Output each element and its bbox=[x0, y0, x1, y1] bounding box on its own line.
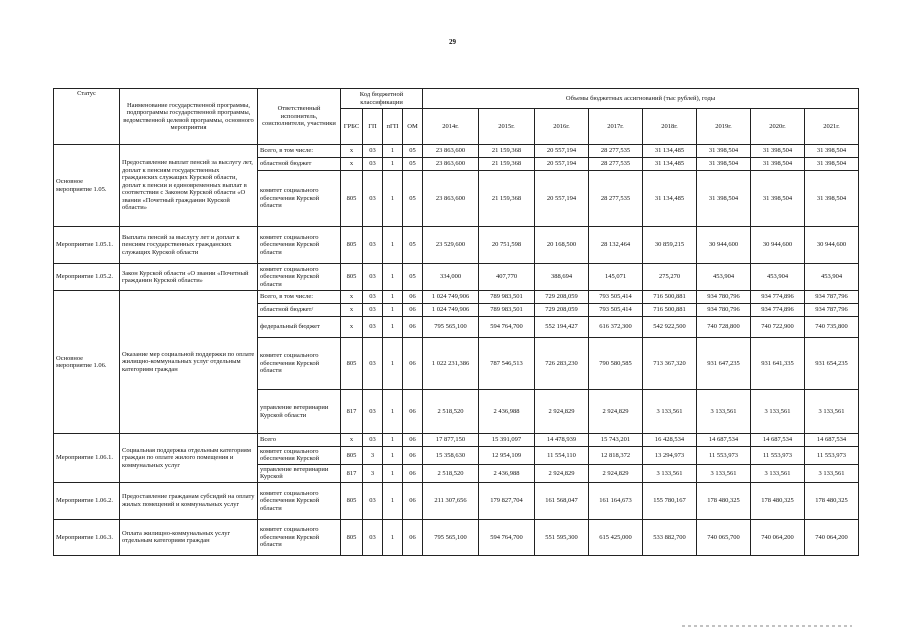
value-cell: 2 436,988 bbox=[479, 464, 535, 482]
value-cell: 11 554,110 bbox=[535, 447, 589, 465]
value-cell: 542 922,500 bbox=[643, 317, 697, 338]
gp-cell: 03 bbox=[363, 145, 383, 158]
executor-cell: комитет социального обеспечения Курской области bbox=[258, 519, 341, 555]
gp-cell: 03 bbox=[363, 434, 383, 447]
value-cell: 3 133,561 bbox=[697, 390, 751, 434]
executor-cell: комитет социального обеспечения Курской области bbox=[258, 338, 341, 390]
table-row bbox=[54, 145, 859, 158]
gp-cell: 03 bbox=[363, 519, 383, 555]
value-cell: 12 954,109 bbox=[479, 447, 535, 465]
value-cell: 178 480,325 bbox=[805, 482, 859, 519]
gp-cell: 03 bbox=[363, 291, 383, 304]
value-cell: 31 398,504 bbox=[697, 171, 751, 227]
name-cell: Выплата пенсий за выслугу лет и доплат к пенсиям государственных гражданских служащих Курской области bbox=[120, 227, 258, 264]
status-cell: Основное мероприятие 1.05. bbox=[54, 145, 120, 227]
gp-cell: 03 bbox=[363, 171, 383, 227]
value-cell: 934 787,796 bbox=[805, 291, 859, 304]
value-cell: 740 722,900 bbox=[751, 317, 805, 338]
executor-cell: Всего, в том числе: bbox=[258, 145, 341, 158]
pgp-cell: 1 bbox=[383, 291, 403, 304]
grbs-cell: x bbox=[341, 158, 363, 171]
status-cell: Мероприятие 1.06.2. bbox=[54, 482, 120, 519]
header-code-group: Код бюджетной классификации bbox=[341, 89, 423, 109]
value-cell: 453,904 bbox=[805, 264, 859, 291]
executor-cell: комитет социального обеспечения Курской bbox=[258, 447, 341, 465]
gp-cell: 03 bbox=[363, 158, 383, 171]
value-cell: 2 924,829 bbox=[589, 390, 643, 434]
gp-cell: 03 bbox=[363, 317, 383, 338]
grbs-cell: 805 bbox=[341, 482, 363, 519]
executor-cell: федеральный бюджет bbox=[258, 317, 341, 338]
om-cell: 05 bbox=[403, 145, 423, 158]
table-row bbox=[54, 291, 859, 304]
value-cell: 1 024 749,906 bbox=[423, 304, 479, 317]
pgp-cell: 1 bbox=[383, 464, 403, 482]
om-cell: 06 bbox=[403, 519, 423, 555]
status-cell: Мероприятие 1.05.2. bbox=[54, 264, 120, 291]
value-cell: 931 654,235 bbox=[805, 338, 859, 390]
om-cell: 06 bbox=[403, 317, 423, 338]
gp-cell: 03 bbox=[363, 482, 383, 519]
pgp-cell: 1 bbox=[383, 338, 403, 390]
value-cell: 15 743,201 bbox=[589, 434, 643, 447]
value-cell: 31 398,504 bbox=[805, 171, 859, 227]
header-pgp: пГП bbox=[383, 109, 403, 145]
executor-cell: комитет социального обеспечения Курской области bbox=[258, 264, 341, 291]
gp-cell: 03 bbox=[363, 227, 383, 264]
grbs-cell: 805 bbox=[341, 447, 363, 465]
executor-cell: областной бюджет bbox=[258, 158, 341, 171]
header-volumes: Объемы бюджетных ассигнований (тыс рублей), годы bbox=[423, 89, 859, 109]
value-cell: 14 478,939 bbox=[535, 434, 589, 447]
value-cell: 11 553,973 bbox=[751, 447, 805, 465]
value-cell: 14 687,534 bbox=[805, 434, 859, 447]
executor-cell: управление ветеринарии Курской области bbox=[258, 390, 341, 434]
value-cell: 15 391,097 bbox=[479, 434, 535, 447]
value-cell: 716 500,881 bbox=[643, 291, 697, 304]
grbs-cell: x bbox=[341, 145, 363, 158]
name-cell: Предоставление гражданам субсидий на оплату жилых помещений и коммунальных услуг bbox=[120, 482, 258, 519]
grbs-cell: x bbox=[341, 317, 363, 338]
value-cell: 740 064,200 bbox=[751, 519, 805, 555]
value-cell: 31 134,485 bbox=[643, 145, 697, 158]
value-cell: 12 818,372 bbox=[589, 447, 643, 465]
value-cell: 31 398,504 bbox=[805, 158, 859, 171]
value-cell: 28 277,535 bbox=[589, 145, 643, 158]
value-cell: 21 159,368 bbox=[479, 145, 535, 158]
header-year: 2017г. bbox=[589, 109, 643, 145]
value-cell: 795 565,100 bbox=[423, 519, 479, 555]
value-cell: 3 133,561 bbox=[751, 390, 805, 434]
name-cell: Социальная поддержка отдельным категориям граждан по оплате жилого помещения и коммунальных услуг bbox=[120, 434, 258, 483]
executor-cell: Всего, в том числе: bbox=[258, 291, 341, 304]
status-cell: Мероприятие 1.06.3. bbox=[54, 519, 120, 555]
grbs-cell: 805 bbox=[341, 227, 363, 264]
table-body bbox=[54, 145, 859, 556]
value-cell: 594 764,700 bbox=[479, 519, 535, 555]
om-cell: 06 bbox=[403, 482, 423, 519]
table-row bbox=[54, 227, 859, 264]
gp-cell: 03 bbox=[363, 304, 383, 317]
value-cell: 793 505,414 bbox=[589, 291, 643, 304]
value-cell: 275,270 bbox=[643, 264, 697, 291]
value-cell: 594 764,700 bbox=[479, 317, 535, 338]
value-cell: 2 518,520 bbox=[423, 464, 479, 482]
pgp-cell: 1 bbox=[383, 447, 403, 465]
table-row bbox=[54, 482, 859, 519]
om-cell: 06 bbox=[403, 447, 423, 465]
om-cell: 06 bbox=[403, 291, 423, 304]
value-cell: 2 436,988 bbox=[479, 390, 535, 434]
value-cell: 934 787,796 bbox=[805, 304, 859, 317]
value-cell: 23 863,600 bbox=[423, 145, 479, 158]
grbs-cell: 805 bbox=[341, 264, 363, 291]
value-cell: 14 687,534 bbox=[697, 434, 751, 447]
value-cell: 20 557,194 bbox=[535, 145, 589, 158]
pgp-cell: 1 bbox=[383, 158, 403, 171]
value-cell: 3 133,561 bbox=[697, 464, 751, 482]
value-cell: 934 774,896 bbox=[751, 304, 805, 317]
value-cell: 3 133,561 bbox=[751, 464, 805, 482]
value-cell: 740 735,800 bbox=[805, 317, 859, 338]
pgp-cell: 1 bbox=[383, 304, 403, 317]
value-cell: 145,071 bbox=[589, 264, 643, 291]
value-cell: 931 647,235 bbox=[697, 338, 751, 390]
name-cell: Оплата жилищно-коммунальных услуг отдельным категориям граждан bbox=[120, 519, 258, 555]
value-cell: 31 134,485 bbox=[643, 171, 697, 227]
value-cell: 453,904 bbox=[751, 264, 805, 291]
value-cell: 3 133,561 bbox=[643, 464, 697, 482]
name-cell: Оказание мер социальной поддержки по оплате жилищно-коммунальных услуг отдельным категориям граждан bbox=[120, 291, 258, 434]
gp-cell: 03 bbox=[363, 264, 383, 291]
value-cell: 21 159,368 bbox=[479, 158, 535, 171]
value-cell: 3 133,561 bbox=[805, 464, 859, 482]
grbs-cell: x bbox=[341, 434, 363, 447]
executor-cell: комитет социального обеспечения Курской области bbox=[258, 227, 341, 264]
value-cell: 533 882,700 bbox=[643, 519, 697, 555]
header-year: 2015г. bbox=[479, 109, 535, 145]
value-cell: 740 064,200 bbox=[805, 519, 859, 555]
header-executor: Ответственный исполнитель, соисполнители, участники bbox=[258, 89, 341, 145]
value-cell: 28 132,464 bbox=[589, 227, 643, 264]
value-cell: 20 168,500 bbox=[535, 227, 589, 264]
header-status: Статус bbox=[54, 89, 120, 145]
executor-cell: комитет социального обеспечения Курской области bbox=[258, 482, 341, 519]
header-year: 2019г. bbox=[697, 109, 751, 145]
pgp-cell: 1 bbox=[383, 390, 403, 434]
om-cell: 06 bbox=[403, 434, 423, 447]
value-cell: 20 557,194 bbox=[535, 158, 589, 171]
pgp-cell: 1 bbox=[383, 519, 403, 555]
value-cell: 2 924,829 bbox=[535, 464, 589, 482]
value-cell: 11 553,973 bbox=[805, 447, 859, 465]
value-cell: 934 780,796 bbox=[697, 304, 751, 317]
gp-cell: 3 bbox=[363, 464, 383, 482]
value-cell: 616 372,300 bbox=[589, 317, 643, 338]
value-cell: 716 500,881 bbox=[643, 304, 697, 317]
value-cell: 31 398,504 bbox=[805, 145, 859, 158]
value-cell: 15 358,630 bbox=[423, 447, 479, 465]
value-cell: 551 595,300 bbox=[535, 519, 589, 555]
header-row-1 bbox=[54, 89, 859, 109]
page-number: 29 bbox=[449, 38, 456, 46]
pgp-cell: 1 bbox=[383, 227, 403, 264]
value-cell: 334,000 bbox=[423, 264, 479, 291]
name-cell: Предоставление выплат пенсий за выслугу лет, доплат к пенсиям государственных гражданских служащих Курской области, доплат к пенсии и единовременных выплат в соответствии с Законом Курской области «О звании «Почетный гражданин Курской области» bbox=[120, 145, 258, 227]
grbs-cell: x bbox=[341, 291, 363, 304]
value-cell: 11 553,973 bbox=[697, 447, 751, 465]
value-cell: 30 944,600 bbox=[697, 227, 751, 264]
executor-cell: управление ветеринарии Курской bbox=[258, 464, 341, 482]
om-cell: 06 bbox=[403, 338, 423, 390]
value-cell: 793 505,414 bbox=[589, 304, 643, 317]
value-cell: 28 277,535 bbox=[589, 171, 643, 227]
value-cell: 789 983,501 bbox=[479, 291, 535, 304]
value-cell: 161 164,673 bbox=[589, 482, 643, 519]
grbs-cell: 817 bbox=[341, 390, 363, 434]
value-cell: 20 751,598 bbox=[479, 227, 535, 264]
value-cell: 2 518,520 bbox=[423, 390, 479, 434]
om-cell: 06 bbox=[403, 464, 423, 482]
value-cell: 28 277,535 bbox=[589, 158, 643, 171]
value-cell: 30 859,215 bbox=[643, 227, 697, 264]
value-cell: 155 780,167 bbox=[643, 482, 697, 519]
name-cell: Закон Курской области «О звании «Почетный гражданин Курской области» bbox=[120, 264, 258, 291]
value-cell: 787 546,513 bbox=[479, 338, 535, 390]
grbs-cell: 805 bbox=[341, 338, 363, 390]
header-year: 2021г. bbox=[805, 109, 859, 145]
value-cell: 453,904 bbox=[697, 264, 751, 291]
value-cell: 30 944,600 bbox=[751, 227, 805, 264]
grbs-cell: 805 bbox=[341, 171, 363, 227]
value-cell: 16 428,534 bbox=[643, 434, 697, 447]
gp-cell: 03 bbox=[363, 338, 383, 390]
value-cell: 31 398,504 bbox=[697, 158, 751, 171]
table-row bbox=[54, 434, 859, 447]
pgp-cell: 1 bbox=[383, 482, 403, 519]
value-cell: 729 208,059 bbox=[535, 291, 589, 304]
executor-cell: областной бюджет/ bbox=[258, 304, 341, 317]
status-cell: Мероприятие 1.06.1. bbox=[54, 434, 120, 483]
table-row bbox=[54, 519, 859, 555]
status-cell: Мероприятие 1.05.1. bbox=[54, 227, 120, 264]
value-cell: 211 307,656 bbox=[423, 482, 479, 519]
grbs-cell: 805 bbox=[341, 519, 363, 555]
value-cell: 31 134,485 bbox=[643, 158, 697, 171]
value-cell: 3 133,561 bbox=[643, 390, 697, 434]
value-cell: 17 877,150 bbox=[423, 434, 479, 447]
grbs-cell: 817 bbox=[341, 464, 363, 482]
pgp-cell: 1 bbox=[383, 264, 403, 291]
pgp-cell: 1 bbox=[383, 317, 403, 338]
header-year: 2020г. bbox=[751, 109, 805, 145]
value-cell: 552 194,427 bbox=[535, 317, 589, 338]
executor-cell: Всего bbox=[258, 434, 341, 447]
om-cell: 05 bbox=[403, 171, 423, 227]
value-cell: 729 208,059 bbox=[535, 304, 589, 317]
header-year: 2016г. bbox=[535, 109, 589, 145]
value-cell: 30 944,600 bbox=[805, 227, 859, 264]
value-cell: 740 065,700 bbox=[697, 519, 751, 555]
header-gp: ГП bbox=[363, 109, 383, 145]
value-cell: 161 568,047 bbox=[535, 482, 589, 519]
value-cell: 2 924,829 bbox=[535, 390, 589, 434]
value-cell: 23 863,600 bbox=[423, 171, 479, 227]
value-cell: 1 024 749,906 bbox=[423, 291, 479, 304]
value-cell: 20 557,194 bbox=[535, 171, 589, 227]
value-cell: 1 022 231,386 bbox=[423, 338, 479, 390]
value-cell: 31 398,504 bbox=[751, 171, 805, 227]
gp-cell: 03 bbox=[363, 390, 383, 434]
value-cell: 23 863,600 bbox=[423, 158, 479, 171]
om-cell: 05 bbox=[403, 264, 423, 291]
value-cell: 23 529,600 bbox=[423, 227, 479, 264]
om-cell: 05 bbox=[403, 158, 423, 171]
value-cell: 31 398,504 bbox=[751, 145, 805, 158]
value-cell: 179 827,704 bbox=[479, 482, 535, 519]
table-row bbox=[54, 264, 859, 291]
grbs-cell: x bbox=[341, 304, 363, 317]
header-grbs: ГРБС bbox=[341, 109, 363, 145]
value-cell: 934 780,796 bbox=[697, 291, 751, 304]
value-cell: 2 924,829 bbox=[589, 464, 643, 482]
om-cell: 06 bbox=[403, 390, 423, 434]
header-year: 2018г. bbox=[643, 109, 697, 145]
value-cell: 713 367,320 bbox=[643, 338, 697, 390]
value-cell: 31 398,504 bbox=[751, 158, 805, 171]
value-cell: 14 687,534 bbox=[751, 434, 805, 447]
value-cell: 178 480,325 bbox=[697, 482, 751, 519]
value-cell: 13 294,973 bbox=[643, 447, 697, 465]
value-cell: 934 774,896 bbox=[751, 291, 805, 304]
om-cell: 06 bbox=[403, 304, 423, 317]
value-cell: 31 398,504 bbox=[697, 145, 751, 158]
om-cell: 05 bbox=[403, 227, 423, 264]
pgp-cell: 1 bbox=[383, 434, 403, 447]
executor-cell: комитет социального обеспечения Курской области bbox=[258, 171, 341, 227]
status-cell: Основное мероприятие 1.06. bbox=[54, 291, 120, 434]
value-cell: 21 159,368 bbox=[479, 171, 535, 227]
value-cell: 178 480,325 bbox=[751, 482, 805, 519]
header-name: Наименование государственной программы, подпрограммы государственной программы, ведомственной целевой программы, основного мероприятия bbox=[120, 89, 258, 145]
pgp-cell: 1 bbox=[383, 171, 403, 227]
pgp-cell: 1 bbox=[383, 145, 403, 158]
value-cell: 931 641,335 bbox=[751, 338, 805, 390]
scan-artifact bbox=[682, 625, 852, 627]
budget-table bbox=[53, 88, 859, 556]
header-om: ОМ bbox=[403, 109, 423, 145]
value-cell: 615 425,000 bbox=[589, 519, 643, 555]
value-cell: 388,694 bbox=[535, 264, 589, 291]
value-cell: 795 565,100 bbox=[423, 317, 479, 338]
header-year: 2014г. bbox=[423, 109, 479, 145]
gp-cell: 3 bbox=[363, 447, 383, 465]
value-cell: 740 728,800 bbox=[697, 317, 751, 338]
value-cell: 726 283,230 bbox=[535, 338, 589, 390]
value-cell: 789 983,501 bbox=[479, 304, 535, 317]
value-cell: 790 580,585 bbox=[589, 338, 643, 390]
value-cell: 407,770 bbox=[479, 264, 535, 291]
value-cell: 3 133,561 bbox=[805, 390, 859, 434]
